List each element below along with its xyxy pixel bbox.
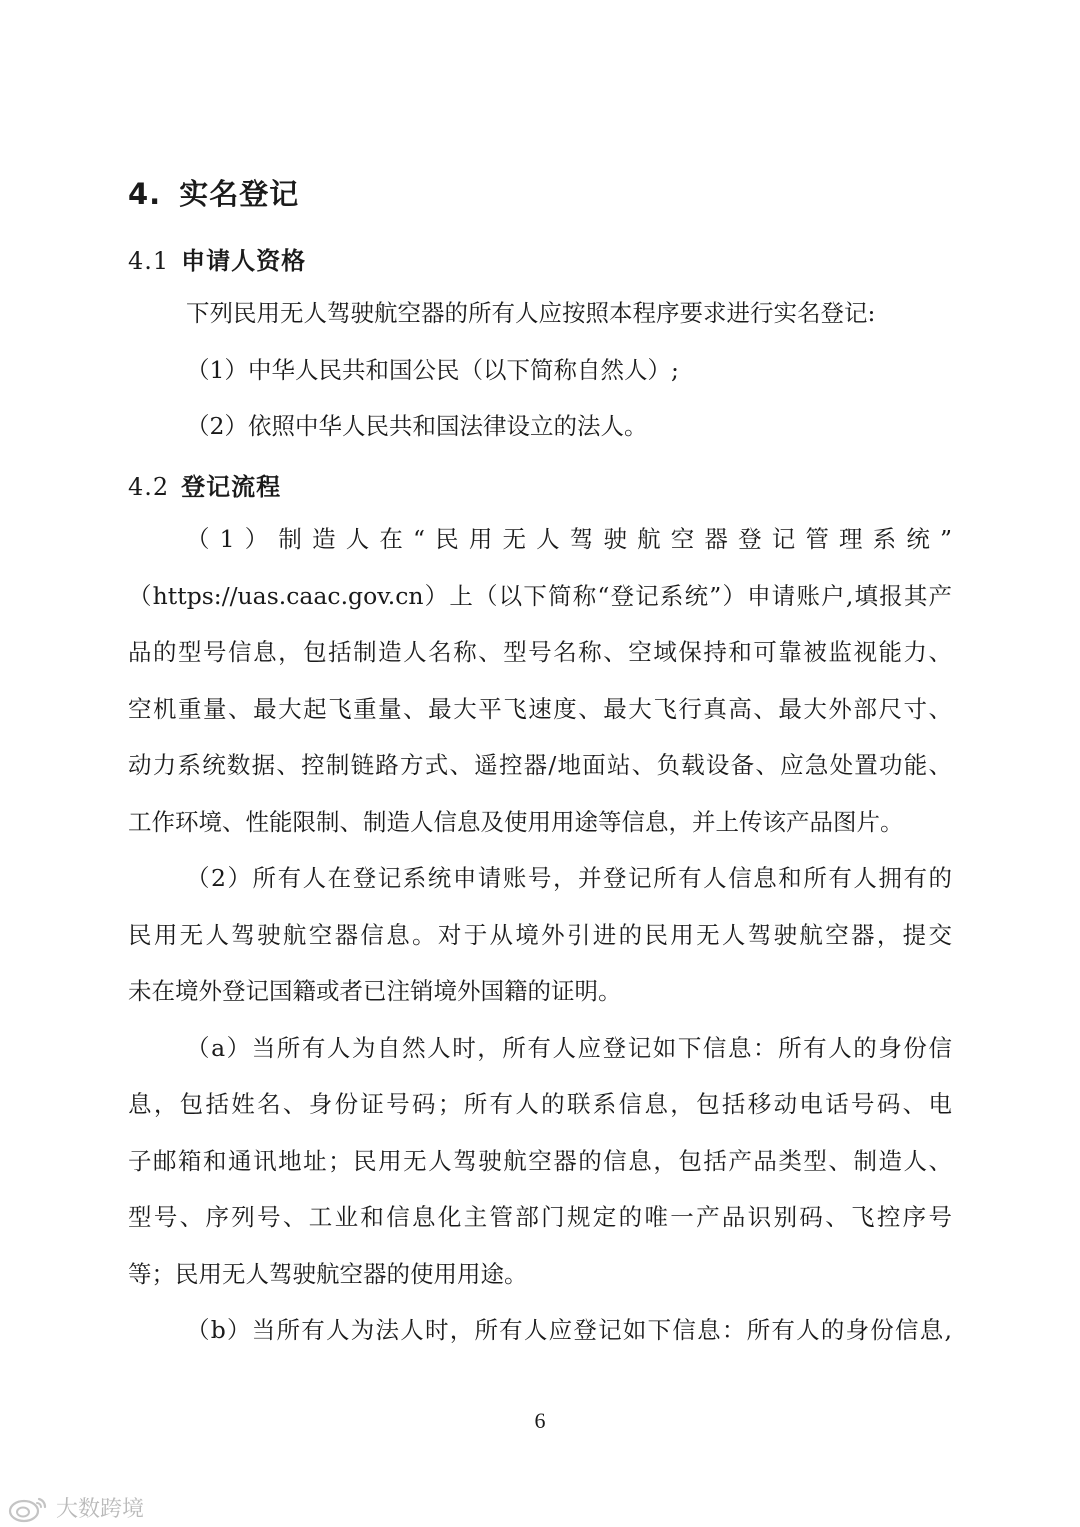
paragraph-line: 未在境外登记国籍或者已注销境外国籍的证明。 (128, 977, 622, 1005)
paragraph-line: 动力系统数据、控制链路方式、遥控器/地面站、负载设备、应急处置功能、 (128, 751, 952, 779)
paragraph-line: （b）当所有人为法人时，所有人应登记如下信息：所有人的身份信息, (186, 1316, 952, 1344)
paragraph-line: 品的型号信息，包括制造人名称、型号名称、空域保持和可靠被监视能力、 (128, 638, 952, 666)
chapter-number: 4. (128, 177, 162, 211)
paragraph-line: 子邮箱和通讯地址；民用无人驾驶航空器的信息，包括产品类型、制造人、 (128, 1147, 952, 1175)
section-heading-4-2 (128, 467, 281, 502)
page-number: 6 (534, 1408, 546, 1433)
watermark-text: 大数跨境 (56, 1497, 145, 1522)
weibo-icon (6, 1493, 50, 1523)
paragraph-line: （https://uas.caac.gov.cn）上（以下简称“登记系统”）申请账户,填报其产 (128, 582, 952, 610)
list-item: （2）依照中华人民共和国法律设立的法人。 (186, 412, 648, 440)
watermark (6, 1492, 144, 1523)
list-item: （1）中华人民共和国公民（以下简称自然人）; (186, 356, 679, 384)
paragraph-line: （2）所有人在登记系统申请账号，并登记所有人信息和所有人拥有的 (186, 864, 952, 892)
paragraph-line: 下列民用无人驾驶航空器的所有人应按照本程序要求进行实名登记: (186, 299, 876, 327)
section-title: 申请人资格 (181, 247, 307, 275)
paragraph-line: 型号、序列号、工业和信息化主管部门规定的唯一产品识别码、飞控序号 (128, 1203, 952, 1231)
section-number: 4.2 (128, 473, 170, 501)
section-number: 4.1 (128, 247, 170, 275)
chapter-heading (128, 172, 299, 213)
section-heading-4-1 (128, 241, 306, 276)
section-title: 登记流程 (181, 473, 282, 501)
paragraph-line: 工作环境、性能限制、制造人信息及使用用途等信息，并上传该产品图片。 (128, 808, 904, 836)
paragraph-line: 息，包括姓名、身份证号码；所有人的联系信息，包括移动电话号码、电 (128, 1090, 952, 1118)
paragraph-line: （a）当所有人为自然人时，所有人应登记如下信息：所有人的身份信 (186, 1034, 952, 1062)
paragraph-line: 等；民用无人驾驶航空器的使用用途。 (128, 1260, 528, 1288)
paragraph-line: 空机重量、最大起飞重量、最大平飞速度、最大飞行真高、最大外部尺寸、 (128, 695, 952, 723)
chapter-title: 实名登记 (179, 177, 300, 211)
paragraph-line: 民用无人驾驶航空器信息。对于从境外引进的民用无人驾驶航空器，提交 (128, 921, 952, 949)
paragraph-line: （1）制造人在“民用无人驾驶航空器登记管理系统” (186, 525, 952, 553)
